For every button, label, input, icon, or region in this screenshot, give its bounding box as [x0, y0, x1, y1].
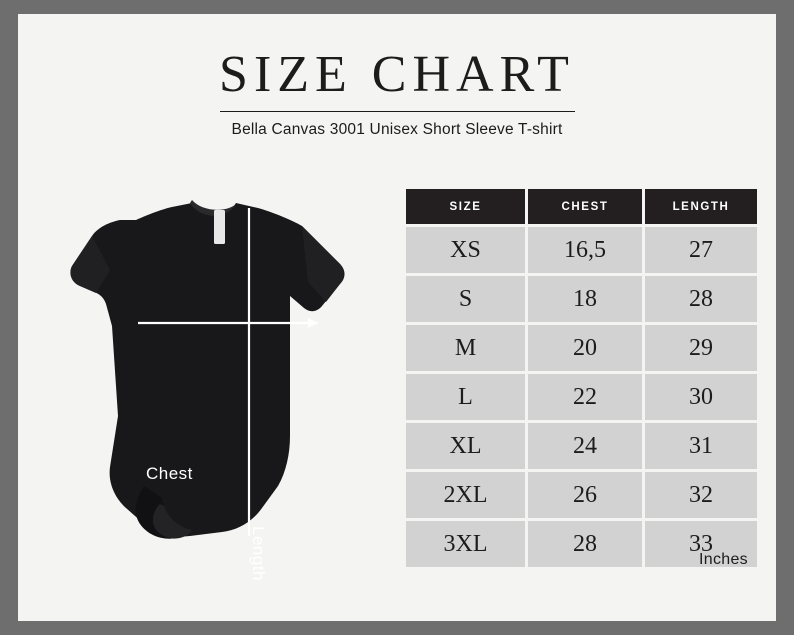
- title-divider: [220, 111, 575, 112]
- tshirt-illustration: [40, 186, 380, 581]
- table-row: [406, 325, 757, 371]
- cell-length: 27: [645, 227, 757, 273]
- chest-label: Chest: [146, 464, 193, 483]
- cell-size: XS: [406, 227, 525, 273]
- page-title: SIZE CHART: [219, 46, 575, 103]
- cell-chest: 24: [528, 423, 642, 469]
- table-row: [406, 374, 757, 420]
- size-chart-page: [18, 14, 776, 621]
- units-note: Inches: [699, 551, 748, 568]
- table-row: [406, 276, 757, 322]
- page-subtitle: Bella Canvas 3001 Unisex Short Sleeve T-shirt: [231, 121, 563, 139]
- cell-size: 3XL: [406, 521, 525, 567]
- cell-chest: 22: [528, 374, 642, 420]
- table-row: [406, 423, 757, 469]
- tshirt-neck-label: [214, 210, 225, 244]
- cell-length: 31: [645, 423, 757, 469]
- cell-chest: 26: [528, 472, 642, 518]
- column-header-chest: CHEST: [528, 189, 642, 224]
- cell-chest: 18: [528, 276, 642, 322]
- cell-length: 30: [645, 374, 757, 420]
- tshirt-icon: [40, 186, 380, 566]
- chest-arrow-right: [308, 318, 318, 328]
- cell-length: 29: [645, 325, 757, 371]
- title-block: [18, 48, 776, 139]
- cell-size: M: [406, 325, 525, 371]
- tshirt-body: [70, 203, 344, 537]
- cell-chest: 16,5: [528, 227, 642, 273]
- table-row: [406, 227, 757, 273]
- cell-length: 33: [645, 521, 757, 567]
- cell-length: 28: [645, 276, 757, 322]
- table-header-row: [406, 189, 757, 224]
- cell-chest: 28: [528, 521, 642, 567]
- cell-size: S: [406, 276, 525, 322]
- cell-size: XL: [406, 423, 525, 469]
- cell-chest: 20: [528, 325, 642, 371]
- length-label: Length: [249, 526, 268, 581]
- cell-size: L: [406, 374, 525, 420]
- table-row: [406, 472, 757, 518]
- size-table: [403, 186, 760, 570]
- cell-size: 2XL: [406, 472, 525, 518]
- size-table-container: [403, 186, 748, 570]
- column-header-length: LENGTH: [645, 189, 757, 224]
- column-header-size: SIZE: [406, 189, 525, 224]
- cell-length: 32: [645, 472, 757, 518]
